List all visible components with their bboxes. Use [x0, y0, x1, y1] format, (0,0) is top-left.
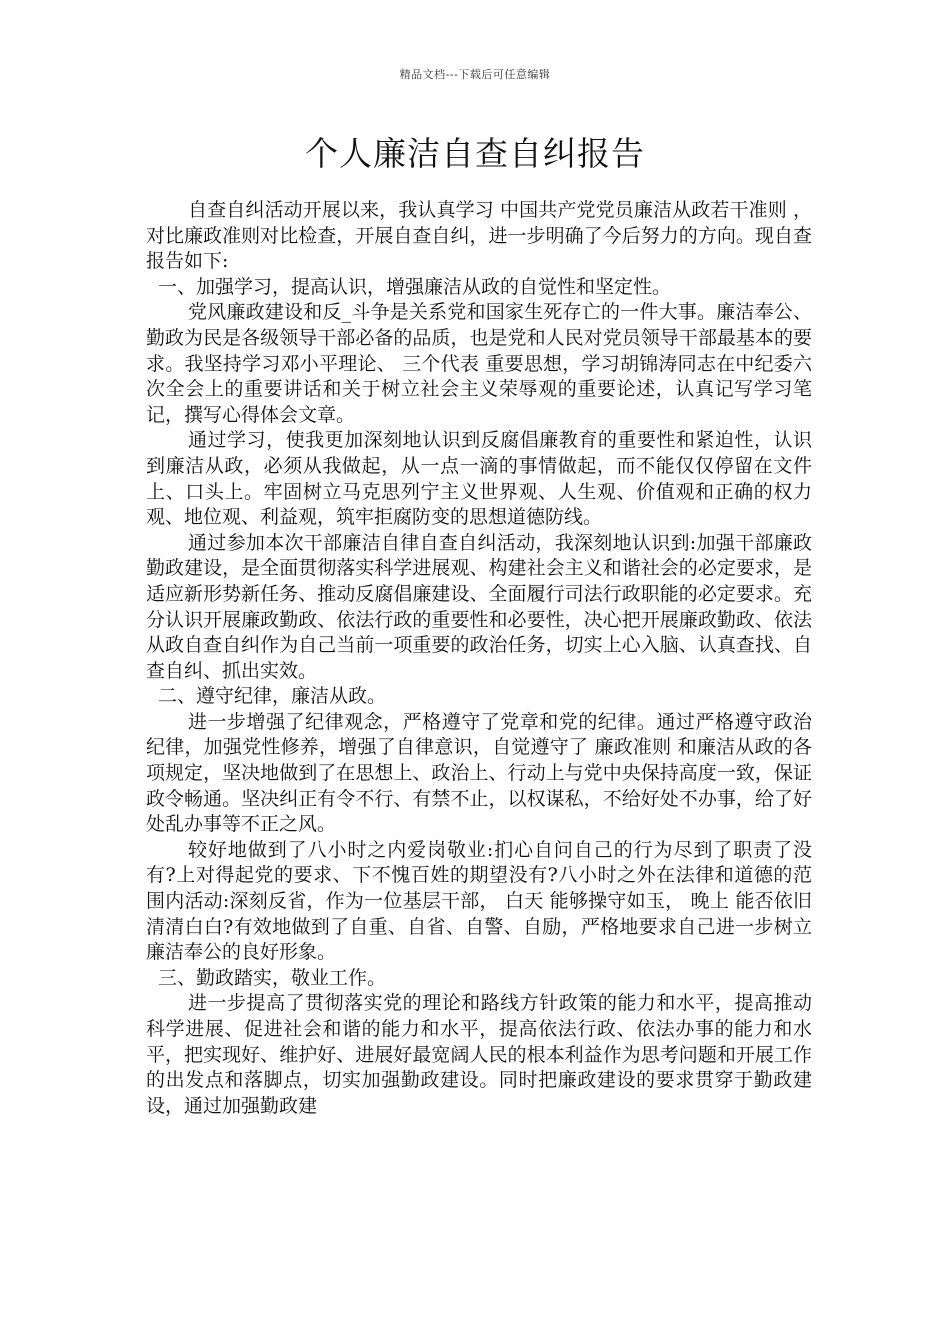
- page-header: 精品文档---下载后可任意编辑: [399, 68, 551, 81]
- paragraph-intro: 自查自纠活动开展以来，我认真学习 中国共产党党员廉洁从政若干准则 ，对比廉政准则对比检查，开展自查自纠，进一步明确了今后努力的方向。现自查报告如下:: [146, 199, 812, 273]
- section-heading-3: 三、勤政踏实，敬业工作。: [158, 966, 387, 989]
- document-body: [146, 198, 812, 1119]
- paragraph: 进一步增强了纪律观念，严格遵守了党章和党的纪律。通过严格遵守政治纪律，加强党性修养，增强了自律意识，自觉遵守了 廉政准则 和廉洁从政的各项规定，坚决地做到了在思想上、政治上、行动上与党中央保持高度一致，保证政令畅通。坚决纠正有令不行、有禁不止，以权谋私，不给好处不办事，给了好处乱办事等不正之风。: [146, 710, 812, 836]
- section-heading-1: 一、加强学习，提高认识，增强廉洁从政的自觉性和坚定性。: [158, 275, 672, 298]
- paragraph: 通过参加本次干部廉洁自律自查自纠活动，我深刻地认识到:加强干部廉政勤政建设，是全面贯彻落实科学进展观、构建社会主义和谐社会的必定要求，是适应新形势新任务、推动反腐倡廉建设、全面履行司法行政职能的必定要求。充分认识开展廉政勤政、依法行政的重要性和必要性，决心把开展廉政勤政、依法从政自查自纠作为自己当前一项重要的政治任务，切实上心入脑、认真查找、自查自纠、抓出实效。: [146, 531, 812, 682]
- section-heading-2: 二、遵守纪律，廉洁从政。: [158, 685, 387, 708]
- paragraph: 进一步提高了贯彻落实党的理论和路线方针政策的能力和水平，提高推动科学进展、促进社会和谐的能力和水平，提高依法行政、依法办事的能力和水平，把实现好、维护好、进展好最宽阔人民的根本利益作为思考问题和开展工作的出发点和落脚点，切实加强勤政建设。同时把廉政建设的要求贯穿于勤政建设，通过加强勤政建: [146, 992, 812, 1117]
- document-title: 个人廉洁自查自纠报告: [305, 134, 645, 173]
- paragraph: 通过学习，使我更加深刻地认识到反腐倡廉教育的重要性和紧迫性，认识到廉洁从政，必须从我做起，从一点一滴的事情做起，而不能仅仅停留在文件上、口头上。牢固树立马克思列宁主义世界观、人生观、价值观和正确的权力观、地位观、利益观，筑牢拒腐防变的思想道德防线。: [146, 429, 812, 529]
- paragraph: 党风廉政建设和反_斗争是关系党和国家生死存亡的一件大事。廉洁奉公、勤政为民是各级领导干部必备的品质，也是党和人民对党员领导干部最基本的要求。我坚持学习邓小平理论、 三个代表 重要思想，学习胡锦涛同志在中纪委六次全会上的重要讲话和关于树立社会主义荣辱观的重要论述，认真记写学习笔记，撰写心得体会文章。: [146, 301, 812, 426]
- paragraph: 较好地做到了八小时之内爱岗敬业:扪心自问自己的行为尽到了职责了没有?上对得起党的要求、下不愧百姓的期望没有?八小时之外在法律和道德的范围内活动:深刻反省，作为一位基层干部， 白天 能够操守如玉， 晚上 能否依旧清清白白?有效地做到了自重、自省、自警、自励，严格地要求自己进一步树立廉洁奉公的良好形象。: [146, 838, 812, 964]
